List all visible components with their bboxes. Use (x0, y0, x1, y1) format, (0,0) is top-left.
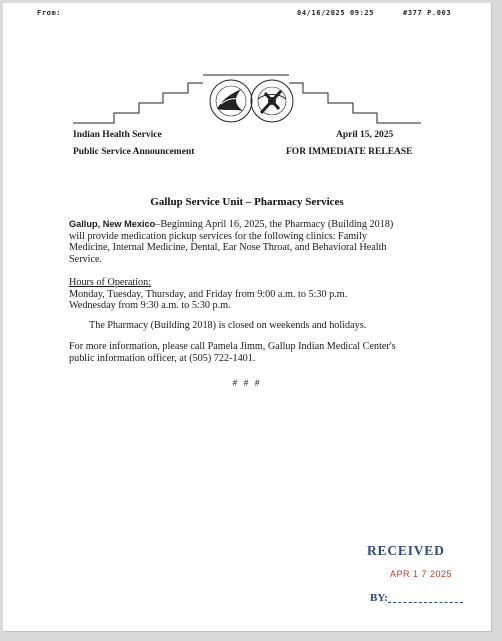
letterhead-date: April 15, 2025 (336, 130, 394, 140)
fax-page-ref: #377 P.003 (403, 9, 452, 17)
intro-text: –Beginning April 16, 2025, the Pharmacy (Building 2018) will provide medication pickup services for the following clinics: Family Medicine, Internal Medicine, Dental, Ear Nose Throat, and Behavioral Health Service. (69, 219, 394, 265)
received-by-line (388, 602, 463, 603)
hours-section (69, 277, 405, 312)
intro-paragraph (69, 219, 405, 265)
hours-heading: Hours of Operation: (69, 277, 152, 288)
hours-line-2: Wednesday from 9:30 a.m. to 5:30 p.m. (69, 300, 231, 311)
end-mark: # # # (232, 379, 262, 389)
hhs-seal-icon (210, 80, 252, 122)
received-by-label: BY: (370, 592, 388, 604)
fax-from-label: From: (37, 9, 62, 17)
letterhead-release: FOR IMMEDIATE RELEASE (286, 147, 413, 157)
fax-datetime: 04/16/2025 09:25 (297, 9, 375, 17)
letterhead-agency: Indian Health Service (73, 130, 162, 140)
letterhead-graphic (3, 3, 491, 143)
dateline: Gallup, New Mexico (69, 219, 156, 229)
closed-note: The Pharmacy (Building 2018) is closed on weekends and holidays. (89, 320, 367, 331)
document-page (3, 3, 492, 632)
received-stamp: RECEIVED (367, 543, 445, 558)
letterhead-psa: Public Service Announcement (73, 147, 195, 157)
received-date: APR 1 7 2025 (390, 569, 453, 579)
ihs-seal-icon (251, 80, 293, 122)
letterhead-steps-left (73, 83, 203, 123)
hours-line-1: Monday, Tuesday, Thursday, and Friday from 9:00 a.m. to 5:30 p.m. (69, 288, 348, 300)
contact-paragraph: For more information, please call Pamela Jimm, Gallup Indian Medical Center's public information officer, at (505) 722-1401. (69, 341, 396, 364)
page-title: Gallup Service Unit – Pharmacy Services (150, 196, 344, 208)
letterhead-steps-right (289, 83, 421, 123)
